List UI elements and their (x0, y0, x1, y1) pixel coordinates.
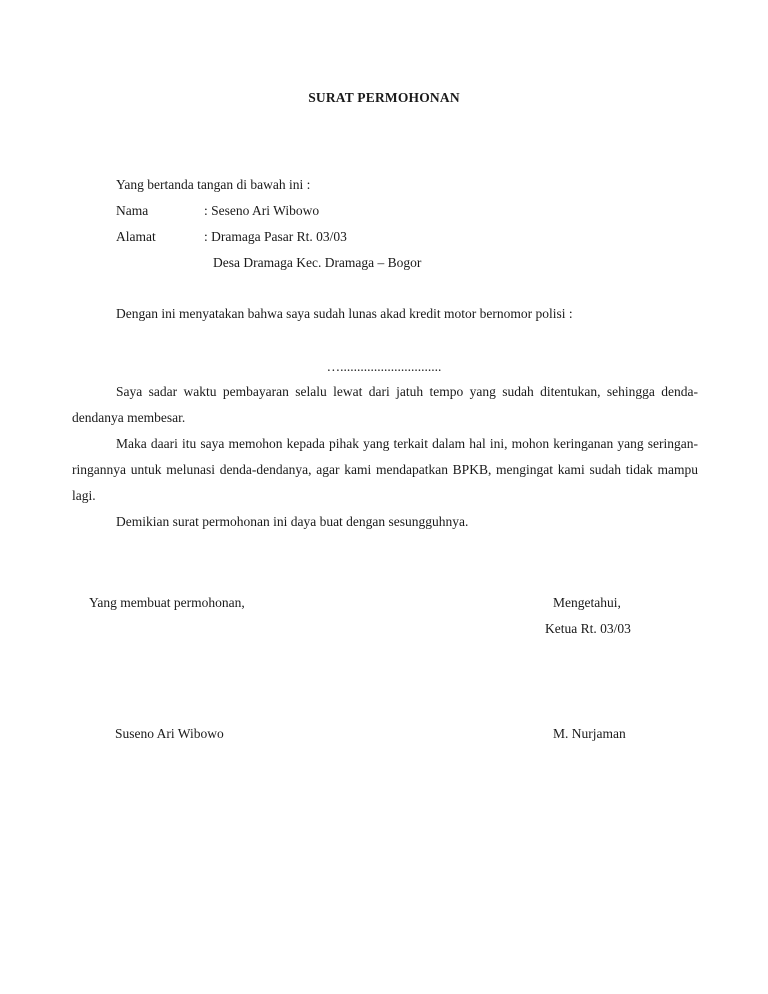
paragraph-1 (72, 379, 698, 431)
paragraph-1-text: Saya sadar waktu pembayaran selalu lewat dari jatuh tempo yang sudah ditentukan, sehingga denda-dendanya membesar. (72, 384, 698, 425)
statement-line: Dengan ini menyatakan bahwa saya sudah lunas akad kredit motor bernomor polisi : (116, 306, 573, 321)
signature-right-name: M. Nurjaman (553, 726, 626, 741)
alamat-label: Alamat (116, 229, 156, 244)
nama-label: Nama (116, 203, 149, 218)
signature-left-name: Suseno Ari Wibowo (115, 726, 224, 741)
intro-line: Yang bertanda tangan di bawah ini : (116, 177, 311, 192)
signature-right-role: Ketua Rt. 03/03 (545, 621, 631, 636)
paragraph-2 (72, 431, 698, 509)
signature-right-heading: Mengetahui, (553, 595, 621, 610)
alamat-value-line-2: Desa Dramaga Kec. Dramaga – Bogor (213, 255, 422, 270)
alamat-value: : Dramaga Pasar Rt. 03/03 (204, 229, 347, 244)
paragraph-2-text: Maka daari itu saya memohon kepada pihak yang terkait dalam hal ini, mohon keringanan yang seringan-ringannya untuk melunasi denda-dendanya, agar kami mendapatkan BPKB, mengingat kami sudah tidak mampu lagi. (72, 436, 698, 503)
paragraph-3-text: Demikian surat permohonan ini daya buat dengan sesungguhnya. (116, 514, 469, 529)
paragraph-3 (72, 509, 698, 535)
nama-value: : Seseno Ari Wibowo (204, 203, 320, 218)
plate-number-placeholder: ….............................. (326, 359, 442, 374)
signature-left-heading: Yang membuat permohonan, (89, 595, 245, 610)
document-title: SURAT PERMOHONAN (308, 90, 460, 105)
